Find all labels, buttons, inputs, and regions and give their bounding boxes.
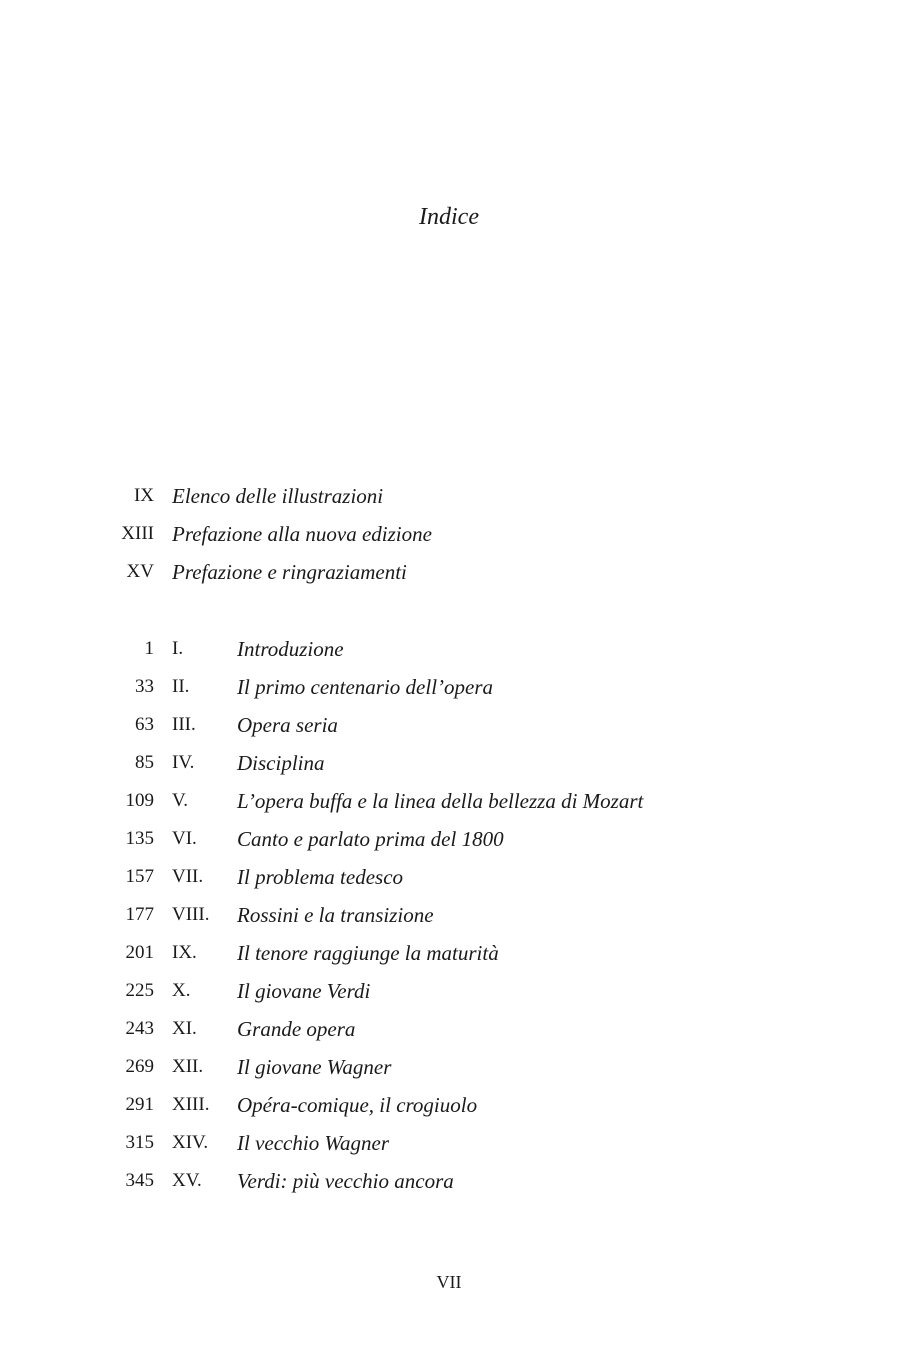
chapter-number: XII. — [172, 1056, 204, 1077]
chapter-number: VIII. — [172, 904, 210, 925]
chapter-page-number: 225 — [125, 980, 154, 1001]
chapter-page-number: 201 — [125, 942, 154, 963]
toc-page-number: IX — [133, 485, 154, 506]
chapter-entry — [0, 900, 916, 938]
toc-entry — [0, 519, 916, 557]
toc-entry-title: Prefazione e ringraziamenti — [172, 560, 407, 584]
chapter-number: I. — [172, 638, 184, 659]
chapter-number: XIV. — [172, 1132, 209, 1153]
page-folio: VII — [436, 1272, 462, 1292]
chapter-title: Verdi: più vecchio ancora — [237, 1169, 454, 1193]
chapter-entry — [0, 1166, 916, 1204]
page-title: Indice — [419, 204, 479, 230]
chapter-page-number: 157 — [125, 866, 154, 887]
chapter-entry — [0, 1052, 916, 1090]
chapter-entry — [0, 1128, 916, 1166]
chapter-entry — [0, 710, 916, 748]
chapter-number: III. — [172, 714, 196, 735]
toc-entry — [0, 481, 916, 519]
chapter-number: VI. — [172, 828, 197, 849]
chapter-number: X. — [172, 980, 191, 1001]
chapter-entry — [0, 938, 916, 976]
chapter-number: IX. — [172, 942, 197, 963]
chapter-title: Il giovane Wagner — [237, 1055, 392, 1079]
chapter-title: Il vecchio Wagner — [237, 1131, 390, 1155]
chapter-title: Il giovane Verdi — [237, 979, 371, 1003]
chapter-title: Il problema tedesco — [237, 865, 404, 889]
chapter-entry — [0, 976, 916, 1014]
chapter-number: XI. — [172, 1018, 197, 1039]
chapter-page-number: 269 — [125, 1056, 154, 1077]
chapter-title: Il primo centenario dell’opera — [237, 675, 494, 699]
chapter-entry — [0, 748, 916, 786]
chapter-list — [0, 634, 916, 1204]
chapter-entry — [0, 824, 916, 862]
chapter-entry — [0, 862, 916, 900]
chapter-number: V. — [172, 790, 189, 811]
chapter-title: Opera seria — [237, 713, 338, 737]
toc-entry — [0, 557, 916, 595]
chapter-page-number: 85 — [135, 752, 154, 773]
chapter-entry — [0, 634, 916, 672]
chapter-number: XV. — [172, 1170, 202, 1191]
chapter-number: VII. — [172, 866, 204, 887]
toc-page-number: XIII — [121, 523, 154, 544]
chapter-page-number: 243 — [125, 1018, 154, 1039]
front-matter-list — [0, 481, 916, 595]
chapter-page-number: 291 — [125, 1094, 154, 1115]
chapter-entry — [0, 1090, 916, 1128]
chapter-page-number: 1 — [144, 638, 154, 659]
chapter-page-number: 177 — [125, 904, 154, 925]
chapter-page-number: 63 — [135, 714, 154, 735]
chapter-number: IV. — [172, 752, 195, 773]
toc-page-number: XV — [126, 561, 154, 582]
chapter-title: Disciplina — [237, 751, 325, 775]
chapter-title: L’opera buffa e la linea della bellezza di Mozart — [237, 789, 644, 813]
chapter-entry — [0, 672, 916, 710]
chapter-page-number: 33 — [135, 676, 154, 697]
chapter-title: Introduzione — [237, 637, 344, 661]
chapter-title: Rossini e la transizione — [237, 903, 434, 927]
chapter-page-number: 109 — [125, 790, 154, 811]
chapter-number: XIII. — [172, 1094, 210, 1115]
chapter-title: Grande opera — [237, 1017, 356, 1041]
toc-entry-title: Elenco delle illustrazioni — [172, 484, 384, 508]
chapter-title: Opéra-comique, il crogiuolo — [237, 1093, 478, 1117]
chapter-title: Il tenore raggiunge la maturità — [237, 941, 499, 965]
chapter-entry — [0, 786, 916, 824]
chapter-entry — [0, 1014, 916, 1052]
chapter-page-number: 135 — [125, 828, 154, 849]
chapter-number: II. — [172, 676, 190, 697]
chapter-page-number: 345 — [125, 1170, 154, 1191]
chapter-page-number: 315 — [125, 1132, 154, 1153]
toc-entry-title: Prefazione alla nuova edizione — [172, 522, 432, 546]
chapter-title: Canto e parlato prima del 1800 — [237, 827, 504, 851]
